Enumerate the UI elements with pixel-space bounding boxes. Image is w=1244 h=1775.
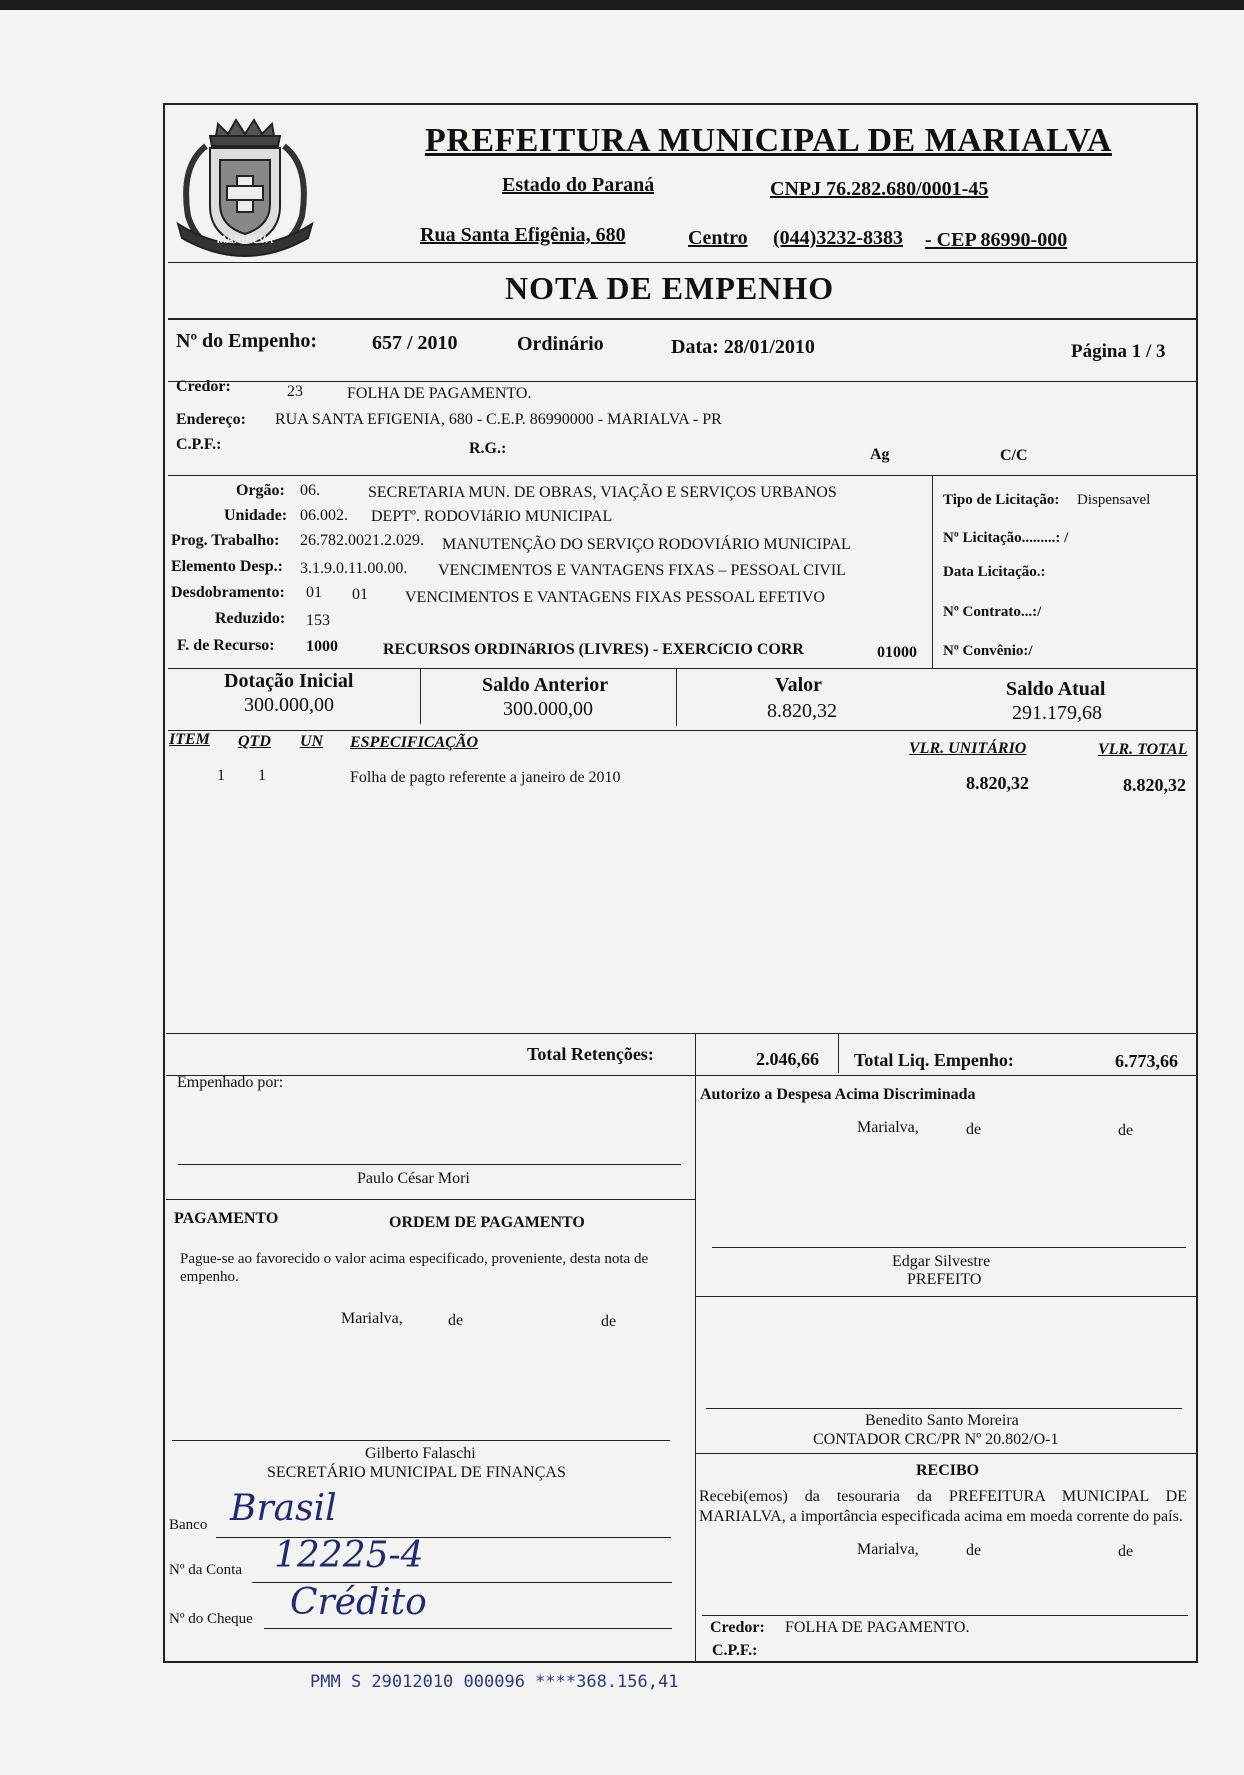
pagamento-de-2: de — [601, 1313, 617, 1330]
desdobramento-desc: VENCIMENTOS E VANTAGENS FIXAS PESSOAL EFETIVO — [405, 589, 825, 606]
divider — [166, 1075, 1198, 1076]
reduzido-value: 153 — [306, 612, 330, 629]
retencoes-value: 2.046,66 — [756, 1049, 819, 1069]
contrato-label: Nº Contrato...:/ — [943, 604, 1042, 620]
desdobramento-code-2: 01 — [352, 586, 368, 603]
phone-label: (044)3232-8383 — [773, 227, 903, 249]
recurso-code-2: 01000 — [877, 644, 917, 661]
secretario-role: SECRETÁRIO MUNICIPAL DE FINANÇAS — [267, 1464, 566, 1481]
col-qtd: QTD — [238, 733, 271, 750]
autorizo-de-1: de — [966, 1121, 982, 1138]
total-liq-value: 6.773,66 — [1115, 1051, 1178, 1071]
prog-label: Prog. Trabalho: — [171, 532, 280, 549]
divider — [166, 1199, 695, 1200]
licitacao-numero: Nº Licitação.........: / — [943, 530, 1069, 546]
credor-address: RUA SANTA EFIGENIA, 680 - C.E.P. 86990000 - MARIALVA - PR — [275, 411, 722, 428]
col-un: UN — [300, 733, 324, 750]
saldo-anterior-label: Saldo Anterior — [482, 674, 609, 696]
prefeito-role: PREFEITO — [907, 1271, 982, 1288]
footer-code: PMM S 29012010 000096 ****368.156,41 — [310, 1672, 679, 1692]
pagamento-label: PAGAMENTO — [174, 1210, 279, 1227]
cpf-label: C.P.F.: — [176, 436, 222, 453]
divider — [168, 668, 1198, 669]
retencoes-label: Total Retenções: — [527, 1044, 654, 1064]
saldo-atual-label: Saldo Atual — [1006, 678, 1106, 700]
orgao-code: 06. — [300, 482, 320, 499]
recibo-credor-label: Credor: — [710, 1619, 765, 1636]
empenhado-name: Paulo César Mori — [357, 1170, 470, 1187]
divider — [695, 1453, 1198, 1454]
address-district: Centro — [688, 227, 748, 249]
prog-desc: MANUTENÇÃO DO SERVIÇO RODOVIÁRIO MUNICIPAL — [442, 536, 851, 553]
autorizo-label: Autorizo a Despesa Acima Discriminada — [700, 1086, 976, 1103]
desdobramento-code-1: 01 — [306, 584, 322, 601]
divider — [695, 1296, 1198, 1297]
elemento-label: Elemento Desp.: — [171, 558, 283, 575]
divider — [695, 1033, 696, 1076]
divider — [838, 1033, 839, 1073]
licitacao-data: Data Licitação.: — [943, 564, 1046, 580]
divider — [168, 381, 1198, 382]
pagamento-text: Pague-se ao favorecido o valor acima especificado, proveniente, desta nota de empenho. — [180, 1251, 649, 1285]
rg-label: R.G.: — [469, 440, 507, 457]
pagamento-place: Marialva, — [341, 1310, 403, 1327]
dotacao-value: 300.000,00 — [244, 694, 334, 716]
coat-of-arms-icon — [170, 106, 320, 262]
prefeito-name: Edgar Silvestre — [892, 1253, 991, 1270]
page-title: PREFEITURA MUNICIPAL DE MARIALVA — [425, 122, 1112, 159]
signature-line — [178, 1164, 681, 1165]
secretario-name: Gilberto Falaschi — [365, 1445, 476, 1462]
total-liq-label: Total Liq. Empenho: — [854, 1050, 1014, 1070]
address-label: Endereço: — [176, 411, 246, 428]
recibo-text: Recebi(emos) da tesouraria da PREFEITURA MUNICIPAL DE MARIALVA, a importância especificada acima em moeda corrente do país. — [699, 1488, 1187, 1525]
cc-label: C/C — [1000, 447, 1028, 464]
page-number: Página 1 / 3 — [1071, 341, 1166, 362]
state-label: Estado do Paraná — [502, 174, 655, 196]
ag-label: Ag — [870, 446, 890, 463]
licitacao-tipo-value: Dispensavel — [1077, 492, 1151, 508]
saldo-atual-value: 291.179,68 — [1012, 702, 1102, 724]
empenho-type: Ordinário — [517, 333, 604, 355]
divider — [168, 262, 1198, 263]
conta-handwritten: 12225-4 — [274, 1535, 424, 1576]
credor-label: Credor: — [176, 378, 231, 395]
banco-label: Banco — [169, 1517, 208, 1533]
seal-text: MARIALVA — [216, 234, 274, 246]
item-number: 1 — [217, 767, 225, 784]
elemento-code: 3.1.9.0.11.00.00. — [300, 560, 408, 577]
recibo-place: Marialva, — [857, 1541, 919, 1558]
credor-name: FOLHA DE PAGAMENTO. — [347, 385, 532, 402]
recibo-de-2: de — [1118, 1543, 1134, 1560]
unidade-label: Unidade: — [224, 507, 288, 524]
recurso-code: 1000 — [306, 638, 338, 655]
contador-name: Benedito Santo Moreira — [865, 1412, 1019, 1429]
signature-line — [706, 1408, 1182, 1409]
address-street: Rua Santa Efigênia, 680 — [420, 224, 626, 246]
item-unit-value: 8.820,32 — [966, 773, 1029, 793]
empenho-date: Data: 28/01/2010 — [671, 336, 815, 358]
unidade-desc: DEPTº. RODOVIáRIO MUNICIPAL — [371, 508, 613, 525]
credor-code: 23 — [287, 383, 303, 400]
cheque-handwritten: Crédito — [290, 1582, 427, 1623]
empenho-number-label: Nº do Empenho: — [176, 330, 318, 352]
banco-handwritten: Brasil — [230, 1488, 337, 1529]
empenho-number: 657 / 2010 — [372, 332, 458, 354]
saldo-anterior-value: 300.000,00 — [503, 698, 593, 720]
unidade-code: 06.002. — [300, 507, 348, 524]
empenhado-label: Empenhado por: — [177, 1074, 284, 1091]
orgao-desc: SECRETARIA MUN. DE OBRAS, VIAÇÃO E SERVIÇOS URBANOS — [368, 484, 837, 501]
prog-code: 26.782.0021.2.029. — [300, 532, 424, 549]
col-item: ITEM — [169, 731, 210, 748]
pagamento-de-1: de — [448, 1312, 464, 1329]
recibo-credor-value: FOLHA DE PAGAMENTO. — [785, 1619, 970, 1636]
col-spec: ESPECIFICAÇÃO — [350, 734, 479, 751]
item-total-value: 8.820,32 — [1123, 775, 1186, 795]
cep-label: - CEP 86990-000 — [925, 229, 1068, 251]
orgao-label: Orgão: — [236, 482, 285, 499]
valor-value: 8.820,32 — [767, 700, 837, 722]
licitacao-tipo-label: Tipo de Licitação: — [943, 492, 1060, 508]
cheque-line — [264, 1628, 672, 1629]
scan-top-edge — [0, 0, 1244, 10]
col-total-value: VLR. TOTAL — [1098, 741, 1188, 758]
divider — [932, 475, 933, 668]
signature-line — [712, 1247, 1186, 1248]
item-qtd: 1 — [258, 767, 266, 784]
col-unit-value: VLR. UNITÁRIO — [909, 740, 1027, 757]
divider — [168, 318, 1198, 320]
convenio-label: Nº Convênio:/ — [943, 643, 1033, 659]
divider — [168, 475, 1198, 476]
dotacao-label: Dotação Inicial — [224, 670, 354, 692]
recibo-label: RECIBO — [916, 1462, 980, 1479]
conta-label: Nº da Conta — [169, 1562, 242, 1578]
doc-title: NOTA DE EMPENHO — [505, 270, 835, 306]
recibo-de-1: de — [966, 1542, 982, 1559]
signature-line — [172, 1440, 670, 1441]
item-spec: Folha de pagto referente a janeiro de 2010 — [350, 769, 621, 786]
valor-label: Valor — [775, 674, 823, 696]
divider — [676, 668, 677, 726]
recurso-desc: RECURSOS ORDINáRIOS (LIVRES) - EXERCíCIO CORR — [383, 641, 804, 658]
recurso-label: F. de Recurso: — [177, 637, 275, 654]
signature-line — [702, 1615, 1188, 1616]
cnpj-label: CNPJ 76.282.680/0001-45 — [770, 178, 989, 200]
divider — [420, 668, 421, 724]
desdobramento-label: Desdobramento: — [171, 584, 285, 601]
ordem-pagamento-label: ORDEM DE PAGAMENTO — [389, 1214, 585, 1231]
autorizo-de-2: de — [1118, 1122, 1134, 1139]
contador-role: CONTADOR CRC/PR Nº 20.802/O-1 — [813, 1431, 1059, 1448]
cheque-label: Nº do Cheque — [169, 1611, 253, 1627]
divider — [166, 1033, 1198, 1034]
reduzido-label: Reduzido: — [215, 610, 286, 627]
divider — [695, 1075, 696, 1663]
elemento-desc: VENCIMENTOS E VANTAGENS FIXAS – PESSOAL CIVIL — [438, 562, 846, 579]
recibo-cpf-label: C.P.F.: — [712, 1642, 758, 1659]
divider — [168, 730, 1198, 731]
autorizo-place: Marialva, — [857, 1119, 919, 1136]
